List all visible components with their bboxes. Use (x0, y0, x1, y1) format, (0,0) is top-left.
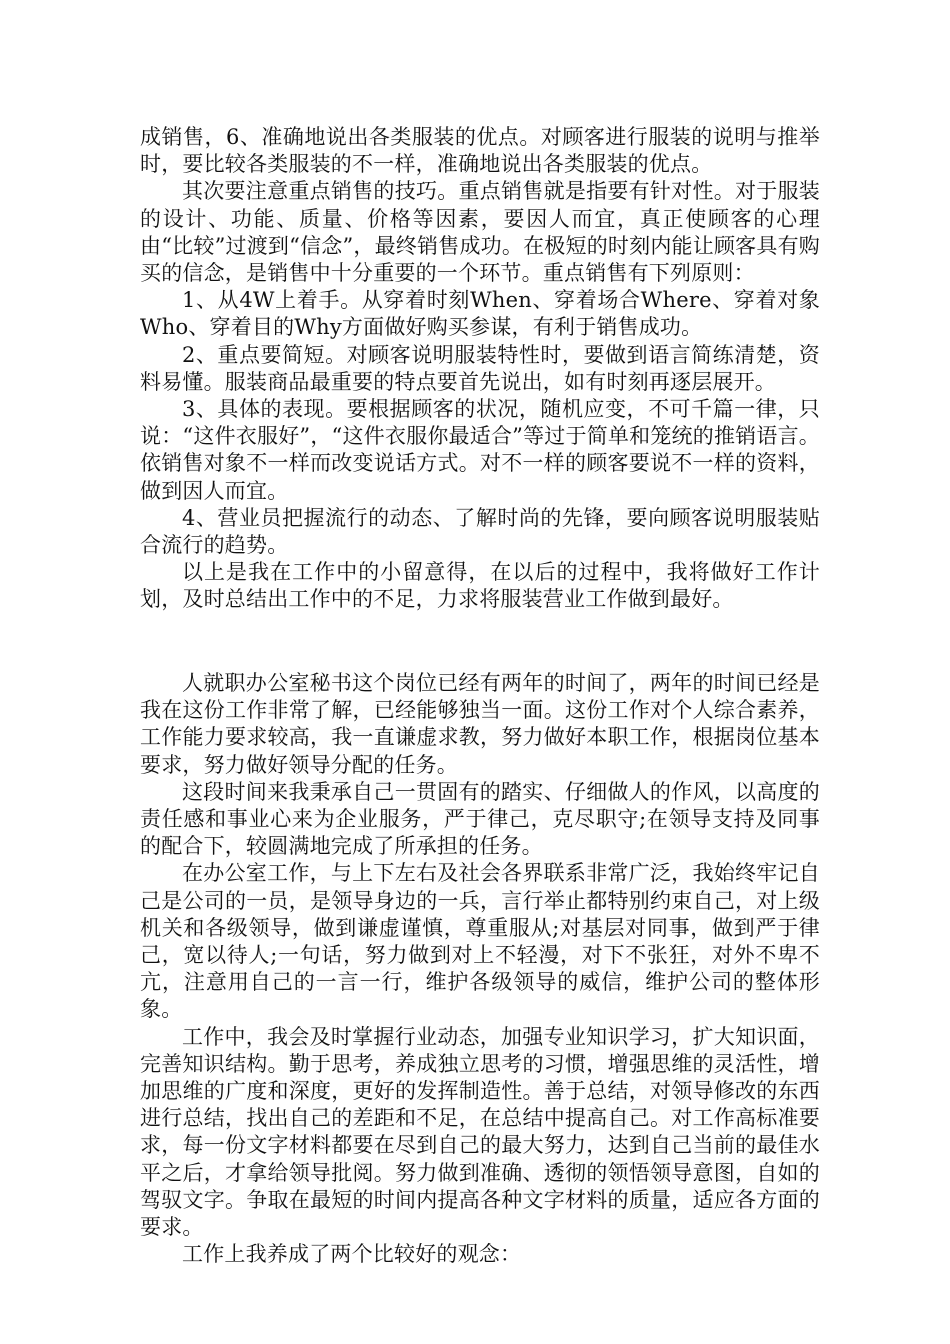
paragraph: 在办公室工作，与上下左右及社会各界联系非常广泛，我始终牢记自己是公司的一员，是领导身边的一兵，言行举止都特别约束自己，对上级机关和各级领导，做到谦虚谨慎，尊重服从;对基层对同事，做到严于律己，宽以待人;一句话，努力做到对上不轻漫，对下不张狂，对外不卑不亢，注意用自己的一言一行，维护各级领导的威信，维护公司的整体形象。 (140, 861, 820, 1022)
paragraph: 成销售，6、准确地说出各类服装的优点。对顾客进行服装的说明与推举时，要比较各类服装的不一样，准确地说出各类服装的优点。 (140, 125, 820, 177)
paragraph: 2、重点要简短。对顾客说明服装特性时，要做到语言简练清楚，资料易懂。服装商品最重要的特点要首先说出，如有时刻再逐层展开。 (140, 342, 820, 394)
paragraph: 以上是我在工作中的小留意得，在以后的过程中，我将做好工作计划，及时总结出工作中的不足，力求将服装营业工作做到最好。 (140, 560, 820, 612)
sales-tips-section (140, 124, 820, 614)
paragraph: 1、从4W上着手。从穿着时刻When、穿着场合Where、穿着对象Who、穿着目的Why方面做好购买参谋，有利于销售成功。 (140, 288, 820, 340)
paragraph: 4、营业员把握流行的动态、了解时尚的先锋，要向顾客说明服装贴合流行的趋势。 (140, 505, 820, 558)
paragraph: 3、具体的表现。要根据顾客的状况，随机应变，不可千篇一律，只说：“这件衣服好”，“这件衣服你最适合”等过于简单和笼统的推销语言。依销售对象不一样而改变说话方式。对不一样的顾客要说不一样的资料，做到因人而宜。 (140, 397, 820, 503)
paragraph: 工作中，我会及时掌握行业动态，加强专业知识学习，扩大知识面，完善知识结构。勤于思考，养成独立思考的习惯，增强思维的灵活性，增加思维的广度和深度，更好的发挥制造性。善于总结，对领导修改的东西进行总结，找出自己的差距和不足，在总结中提高自己。对工作高标准要求，每一份文字材料都要在尽到自己的最大努力，达到自己当前的最佳水平之后，才拿给领导批阅。努力做到准确、透彻的领悟领导意图，自如的驾驭文字。争取在最短的时间内提高各种文字材料的质量，适应各方面的要求。 (140, 1024, 820, 1240)
paragraph: 人就职办公室秘书这个岗位已经有两年的时间了，两年的时间已经是我在这份工作非常了解，已经能够独当一面。这份工作对个人综合素养，工作能力要求较高，我一直谦虚求教，努力做好本职工作，根据岗位基本要求，努力做好领导分配的任务。 (140, 671, 820, 777)
paragraph: 其次要注意重点销售的技巧。重点销售就是指要有针对性。对于服装的设计、功能、质量、价格等因素，要因人而宜，真正使顾客的心理由“比较”过渡到“信念”，最终销售成功。在极短的时刻内能让顾客具有购买的信念，是销售中十分重要的一个环节。重点销售有下列原则： (140, 179, 820, 286)
paragraph: 工作上我养成了两个比较好的观念： (182, 1242, 522, 1267)
secretary-report-section (140, 670, 820, 1268)
paragraph: 这段时间来我秉承自己一贯固有的踏实、仔细做人的作风，以高度的责任感和事业心来为企业服务，严于律己，克尽职守;在领导支持及同事的配合下，较圆满地完成了所承担的任务。 (140, 779, 820, 859)
